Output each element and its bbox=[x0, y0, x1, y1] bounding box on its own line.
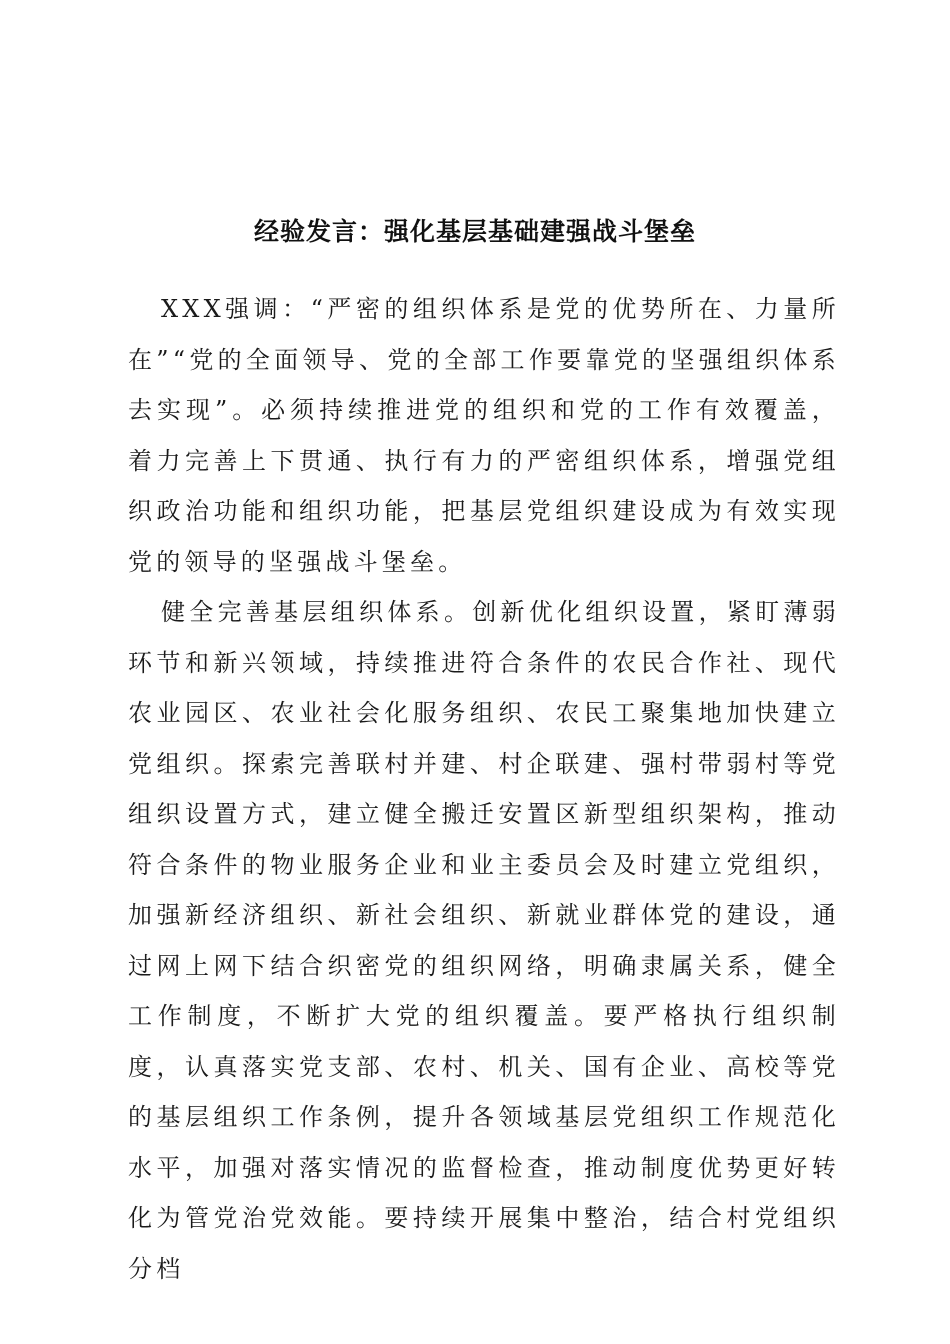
paragraph-intro: XXX强调：“严密的组织体系是党的优势所在、力量所在”“党的全面领导、党的全部工作要靠党的坚强组织体系去实现”。必须持续推进党的组织和党的工作有效覆盖，着力完善上下贯通、执行有力的严密组织体系，增强党组织政治功能和组织功能，把基层党组织建设成为有效实现党的领导的坚强战斗堡垒。 bbox=[128, 295, 840, 576]
document-title: 经验发言：强化基层基础建强战斗堡垒 bbox=[253, 217, 696, 246]
paragraph-organization-system: 健全完善基层组织体系。创新优化组织设置，紧盯薄弱环节和新兴领域，持续推进符合条件的农民合作社、现代农业园区、农业社会化服务组织、农民工聚集地加快建立党组织。探索完善联村并建、村企联建、强村带弱村等党组织设置方式，建立健全搬迁安置区新型组织架构，推动符合条件的物业服务企业和业主委员会及时建立党组织，加强新经济组织、新社会组织、新就业群体党的建设，通过网上网下结合织密党的组织网络，明确隶属关系，健全工作制度，不断扩大党的组织覆盖。要严格执行组织制度，认真落实党支部、农村、机关、国有企业、高校等党的基层组织工作条例，提升各领域基层党组织工作规范化水平，加强对落实情况的监督检查，推动制度优势更好转化为管党治党效能。要持续开展集中整治，结合村党组织分档 bbox=[128, 598, 840, 1283]
document-body bbox=[128, 284, 840, 1294]
